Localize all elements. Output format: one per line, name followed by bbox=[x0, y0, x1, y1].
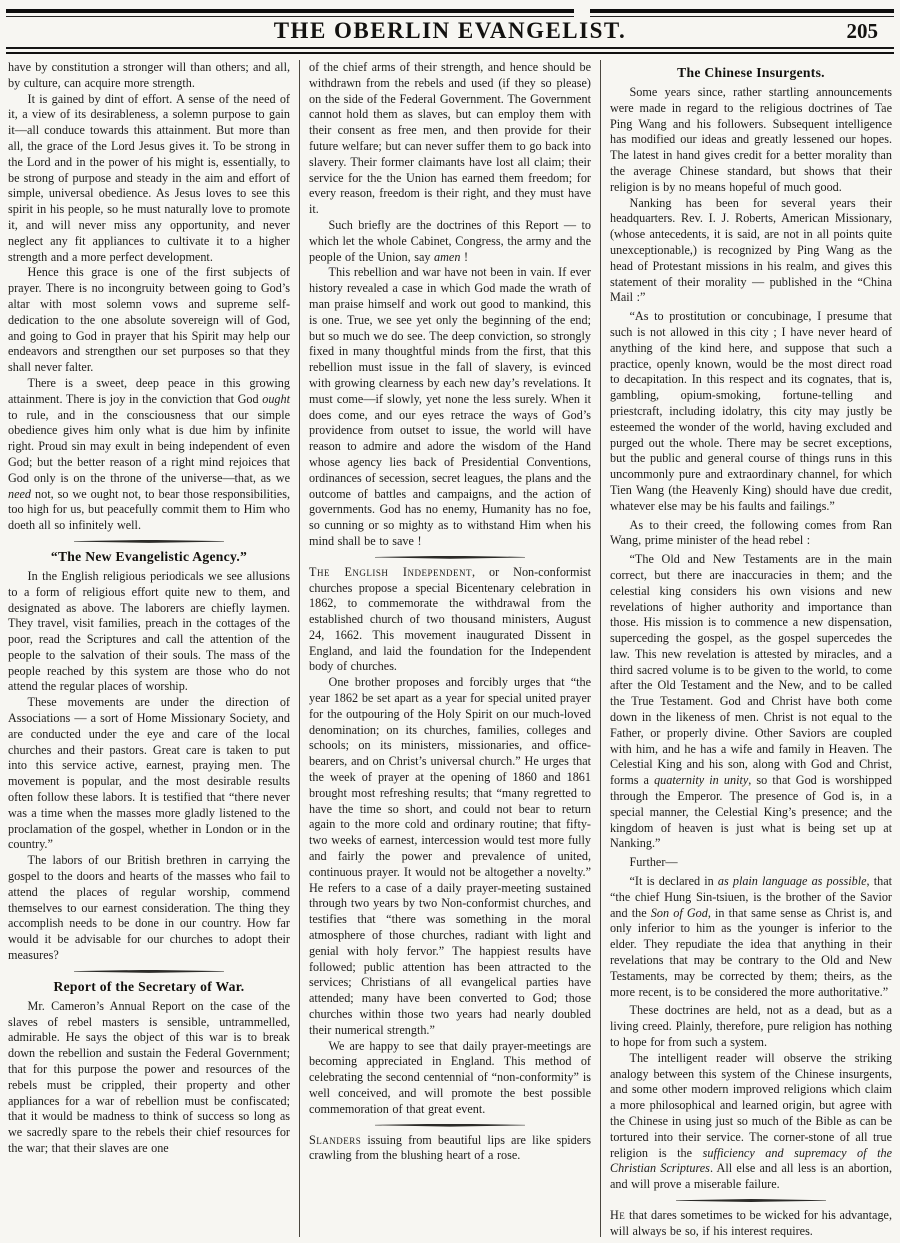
column-1 bbox=[8, 60, 300, 1237]
paragraph: As to their creed, the following comes from Ran Wang, prime minister of the head rebel : bbox=[610, 517, 892, 548]
masthead-top-rule bbox=[6, 9, 894, 17]
paragraph: “It is declared in as plain language as possible, that “the chief Hung Sin-tsiuen, is the brother of the Savior and the Son of God, in that same sense as Christ is, and only inferior to him as the younger is inferior to the elder. They repudiate the idea that anything in their revelations that may be contrary to the Old and New Testaments, may be corrected by them; theirs, as the more recent, is to be considered the more authoritative.” bbox=[610, 874, 892, 999]
article-heading: The Chinese Insurgents. bbox=[677, 65, 825, 80]
paragraph: It is gained by dint of effort. A sense of the need of it, a view of its desirableness, a solemn purpose to gain it—all conduce towards this attainment. But more than all, the grace of the Lord Jesus gives it. To be strong in the Lord and in the power of his might is, essentially, to be strong of purpose and steady in the aim and effort of simple, universal obedience. As Jesus loves to see this spirit in his people, so he must naturally love to promote it, and will never miss any opportunity, and never neglect any fit appliances to cultivate it to a higher strength and a more perfect development. bbox=[8, 91, 290, 264]
paragraph: In the English religious periodicals we see allusions to a form of religious effort quite new to them, and designated as above. The laborers are chiefly laymen. They travel, visit families, preach in the cottages of the poor, read the Scriptures and call the attention of the people to the salvation of their souls. The mass of the people reached by this system are those who do not attend the regular places of worship. bbox=[8, 568, 290, 694]
newspaper-title: THE OBERLIN EVANGELIST. bbox=[273, 18, 627, 43]
article-heading: Report of the Secretary of War. bbox=[53, 978, 245, 994]
paragraph: These doctrines are held, not as a dead, but as a living creed. Plainly, therefore, pure religion has nothing to hope for from such a system. bbox=[610, 1003, 892, 1050]
paragraph: Further— bbox=[629, 855, 678, 870]
paragraph: This rebellion and war have not been in vain. If ever history revealed a case in which God made the wrath of man praise himself and work out good to mankind, this is one. True, we see yet only the beginning of the end; but so much we do see. The deep conviction, so strongly fixed in many thoughtful minds from the first, that this rebellion must issue in the fall of slavery, is evinced with growing clearness by each new day’s revelations. It must come—if slowly, yet none the less surely. When it does come, and our eyes retrace the ways of God’s providence from outset to issue, the world will have reason to admire and adore the wisdom of the Hand whose agency lies back of Presidential Conventions, ordinances of secession, secret leagues, the plans and the outcome of battles and campaigns, and the action of governments. God has no enemy, Humanity has no foe, so cunning or so mighty as to withstand Him when his mind shall be to save ! bbox=[309, 265, 591, 548]
paragraph: of the chief arms of their strength, and hence should be withdrawn from the rebels and used (if they so please) on the side of the Federal Government. The Government cannot hold them as slaves, but can employ them with their consent as free men, and then provide for their future welfare; but can never suffer them to go back into slavery. Their former claimants have lost all claim; their service for the the Union has earned them freedom; for every reason, freedom is their right, and they must have it. bbox=[309, 60, 591, 217]
column-2 bbox=[300, 60, 601, 1237]
rule-segment bbox=[590, 9, 894, 17]
paragraph: He that dares sometimes to be wicked for his advantage, will always be so, if his interest requires. bbox=[610, 1207, 892, 1237]
section-divider bbox=[676, 1199, 826, 1202]
paragraph: Some years since, rather startling announcements were made in regard to the religious doctrines of Tae Ping Wang and his followers. Subsequent intelligence has modified our ideas and greatly lessened our hopes. The latest in hand gives credit for a better morality than the average Chinese standard, but shows that their religion is by no means hopeful of much good. bbox=[610, 85, 892, 194]
lead-smallcaps: He bbox=[610, 1207, 626, 1222]
paragraph: Nanking has been for several years their headquarters. Rev. I. J. Roberts, American Missionary, (whose antecedents, it is said, are not in all points quite unexceptionable,) is recognized by Ping Wang as the head of Protestant missions in his realm, and gives this statement of their morality — published in the “China Mail :” bbox=[610, 195, 892, 305]
paragraph: One brother proposes and forcibly urges that “the year 1862 be set apart as a year for special united prayer for the outpouring of the Holy Spirit on our much-loved denomination; on its churches, families, colleges and schools; on its ministers, missionaries, and office-bearers, and on Christ’s universal church.” He urges that the week of prayer at the opening of 1860 and 1861 brought most refreshing results; that “many regretted to have the time so short, and could not bear to return again to the more cold and ordinary routine; that fifty-two weeks of earnest, intercession would test more fully and fairly the power and prevalence of united, continuous prayer. It would not be altogether a novelty.” He refers to a case of a daily prayer-meeting sustained through two years by two Non-conformist churches, and testifies that “there was something in the moral atmosphere of those churches, radiant with light and genial with holy fervor.” The happiest results have followed; public attention has been attracted to the services; Christians of all evangelical parties have attended; many have been converted to God; those churches within those two years had nearly doubled their numerical strength.” bbox=[309, 675, 591, 1037]
paragraph: The labors of our British brethren in carrying the gospel to the doors and hearts of the masses who fail to attend the places of regular worship, commend themselves to our earnest consideration. The thing they accomplish needs to be done in our country. How far would it be advisable for our churches to adopt their measures? bbox=[8, 853, 290, 963]
paragraph: Mr. Cameron’s Annual Report on the case of the slaves of rebel masters is sensible, untrammelled, admirable. He says the object of this war is to break down the rebellion and sustain the Federal Government; that for this purpose the power and resources of the rebels must be crippled, their property and other appliances for a war of rebellion must be confiscated; that it would be madness to think of success so long as we sacredly spare to the rebels their chief resources for the war; that their slaves are one bbox=[8, 998, 290, 1155]
page-number: 205 bbox=[846, 19, 878, 43]
lead-smallcaps: The English Independent bbox=[309, 564, 472, 579]
column-3 bbox=[601, 60, 892, 1237]
paragraph: Such briefly are the doctrines of this Report — to which let the whole Cabinet, Congress, the army and the people of the Union, say amen ! bbox=[309, 217, 591, 264]
article-heading: “The New Evangelistic Agency.” bbox=[50, 548, 248, 564]
paragraph: The English Independent, or Non-conformist churches propose a special Bicentenary celebration in 1862, to commemorate the withdrawal from the established church of two thousand ministers, August 24, 1662. This movement inaugurated Dissent in England, and laid the foundation for the Independent body of churches. bbox=[309, 564, 591, 674]
section-divider bbox=[74, 970, 224, 973]
columns-container bbox=[8, 60, 892, 1237]
rule-segment bbox=[6, 9, 574, 17]
masthead-bottom-rule bbox=[6, 47, 894, 54]
paragraph: have by constitution a stronger will than others; and all, by culture, can acquire more strength. bbox=[8, 60, 290, 90]
paragraph: There is a sweet, deep peace in this growing attainment. There is joy in the conviction that God ought to rule, and in the consciousness that our simple obedience gives him only what is due him by infinite right. Proud sin may exult in being independent of even God; but the better reason of a right mind rejoices that God only is on the throne of the universe—that, as we need not, so we ought not, to bear those responsibilities, too high for us, but peacefully commit them to Him who doeth all so infinitely well. bbox=[8, 375, 290, 533]
section-divider bbox=[74, 540, 224, 543]
paragraph: Hence this grace is one of the first subjects of prayer. There is no incongruity between going to God’s altar with most solemn vows and supreme self-dedication to the one absolute sovereign will of God, and going to God in prayer that his Spirit may help our endeavors and strengthen our set purposes so that they shall never falter. bbox=[8, 265, 290, 375]
paragraph: These movements are under the direction of Associations — a sort of Home Missionary Society, and are conducted under the eye and care of the local churches and their pastors. Great care is taken to put into this service active, earnest, praying men. The movement is popular, and the most desirable results often follow these labors. It is testified that “there never was a time when the masses more gladly listened to the proclamation of the gospel, whether in London or in the country.” bbox=[8, 695, 290, 852]
section-divider bbox=[375, 1124, 525, 1127]
paragraph: “As to prostitution or concubinage, I presume that such is not allowed in this city ; I have never heard of anything of the kind here, and suppose that such a practice, openly known, would be the most direct road to decapitation. In this respect and its cognates, that is, gambling, opium-smoking, fortune-telling and priestcraft, including idolatry, this city may justly be esteemed the wonder of the world, having excluded and purged out the whole. There may be secret exceptions, but the public and general course of things runs in this uncommonly pure and extraordinary channel, for which Tien Wang (the Heavenly King) should have due credit, whatever else may be his faults and failings.” bbox=[610, 309, 892, 513]
paragraph: The intelligent reader will observe the striking analogy between this system of the Chinese insurgents, and some other modern improved religions which claim a more philosophical and learned origin, but agree with the Chinese in using just so much of the Bible as can be tortured into their service. The corner-stone of all true religion is the sufficiency and supremacy of the Christian Scriptures. All else and all less is an abortion, and will prove a miserable failure. bbox=[610, 1050, 892, 1192]
paragraph: We are happy to see that daily prayer-meetings are becoming appreciated in England. This method of celebrating the second centennial of “non-conformity” is well conceived, and will promote the best possible commemoration of that great event. bbox=[309, 1038, 591, 1116]
paragraph: “The Old and New Testaments are in the main correct, but there are inaccuracies in them; and the celestial king considers his own visions and new revelations of higher authority and importance than those. His mission is to commence a new dispensation, superceding the gospel, as the gospel supercedes the law. This new revelation is attested by miracles, and a third sacred volume is to be given to the world, to come after the Old Testament and the New, and to be called the True Testament. God and Christ have both come down in the likeness of men. Christ is not equal to the Father, or properly divine. Other Saviors are coupled with him, and he has a wife and family in Heaven. The Celestial King and his son, along with God and Christ, forms a quaternity in unity, so that God is worshipped through the Emperor. The presence of God is, in a special manner, the Celestial King’s presence; and the kingdom of heaven is just what is being set up at Nanking.” bbox=[610, 552, 892, 851]
paragraph: Slanders issuing from beautiful lips are like spiders crawling from the blushing heart of a rose. bbox=[309, 1132, 591, 1163]
lead-smallcaps: Slanders bbox=[309, 1132, 362, 1147]
section-divider bbox=[375, 556, 525, 559]
